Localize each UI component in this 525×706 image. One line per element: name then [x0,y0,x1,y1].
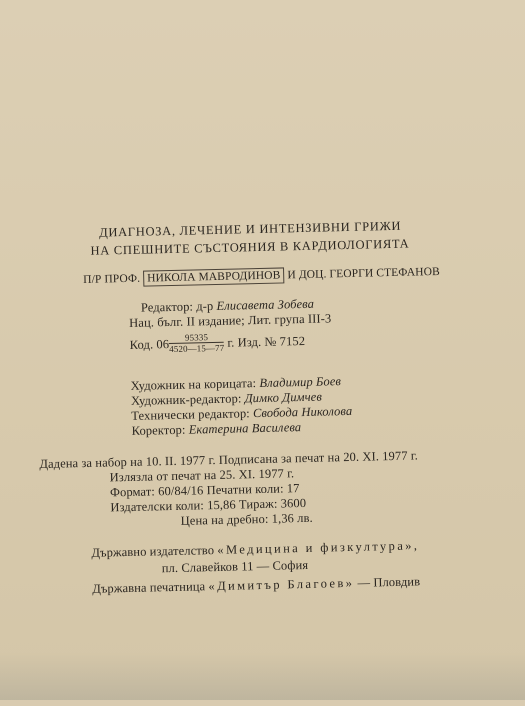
credit-name: Владимир Боев [259,374,342,391]
issue-number: Изд. № 7152 [237,333,306,350]
credit-label: Художник на корицата: [130,376,257,393]
code-prefix: Код. 06 [129,337,170,352]
print-dates-line: Дадена за набор на 10. II. 1977 г. Подписана за печат на 20. XI. 1977 г. [39,448,419,472]
credit-label: Художник-редактор: [130,391,242,408]
credit-label: Технически редактор: [131,406,250,423]
credit-label: Коректор: [131,422,186,438]
publisher-line-3 [92,574,420,596]
print-sheets-line: Издателски коли: 15,86 Тираж: 3600 [110,495,307,515]
publisher-name: «Медицина и физкултура», [217,538,420,558]
credit-name: Димко Димчев [244,389,323,406]
title-line-2: НА СПЕШНИТЕ СЪСТОЯНИЯ В КАРДИОЛОГИЯТА [90,236,410,258]
print-release-line: Излязла от печат на 25. XI. 1977 г. [109,466,295,485]
print-format-line: Формат: 60/84/16 Печатни коли: 17 [109,481,300,500]
title-line-1: ДИАГНОЗА, ЛЕЧЕНИЕ И ИНТЕНЗИВНИ ГРИЖИ [99,218,402,240]
code-suffix: г. [227,335,235,350]
publisher-label: Държавно издателство [91,543,215,560]
credit-name: Свобода Николова [252,403,353,421]
printer-label: Държавна печатница [92,579,206,596]
code-fraction [169,332,224,354]
price-line: Цена на дребно: 1,36 лв. [180,510,313,528]
code-line [129,330,305,355]
edition-line: Нац. бълг. II издание; Лит. група III-3 [129,311,332,330]
printer-city: — Пловдив [357,574,421,590]
printer-name: «Димитър Благоев» [208,575,355,594]
credit-name: Екатерина Василева [188,420,302,437]
authors-rest: И ДОЦ. ГЕОРГИ СТЕФАНОВ [287,265,440,282]
author-name-boxed: НИКОЛА МАВРОДИНОВ [143,267,285,286]
page-bottom-edge [0,652,525,700]
code-denominator: 4520—15—77 [169,342,225,355]
publisher-line-1 [91,538,419,560]
authors-prefix: П/Р ПРОФ. [83,272,141,286]
editor-name: Елисавета Зобева [216,296,315,313]
editor-label: Редактор: д-р [140,299,214,315]
publisher-line-2: пл. Славейков 11 — София [161,557,309,576]
authors-line [83,264,440,288]
code-numerator: 95335 [169,332,224,344]
credit-proofreader [132,420,302,439]
